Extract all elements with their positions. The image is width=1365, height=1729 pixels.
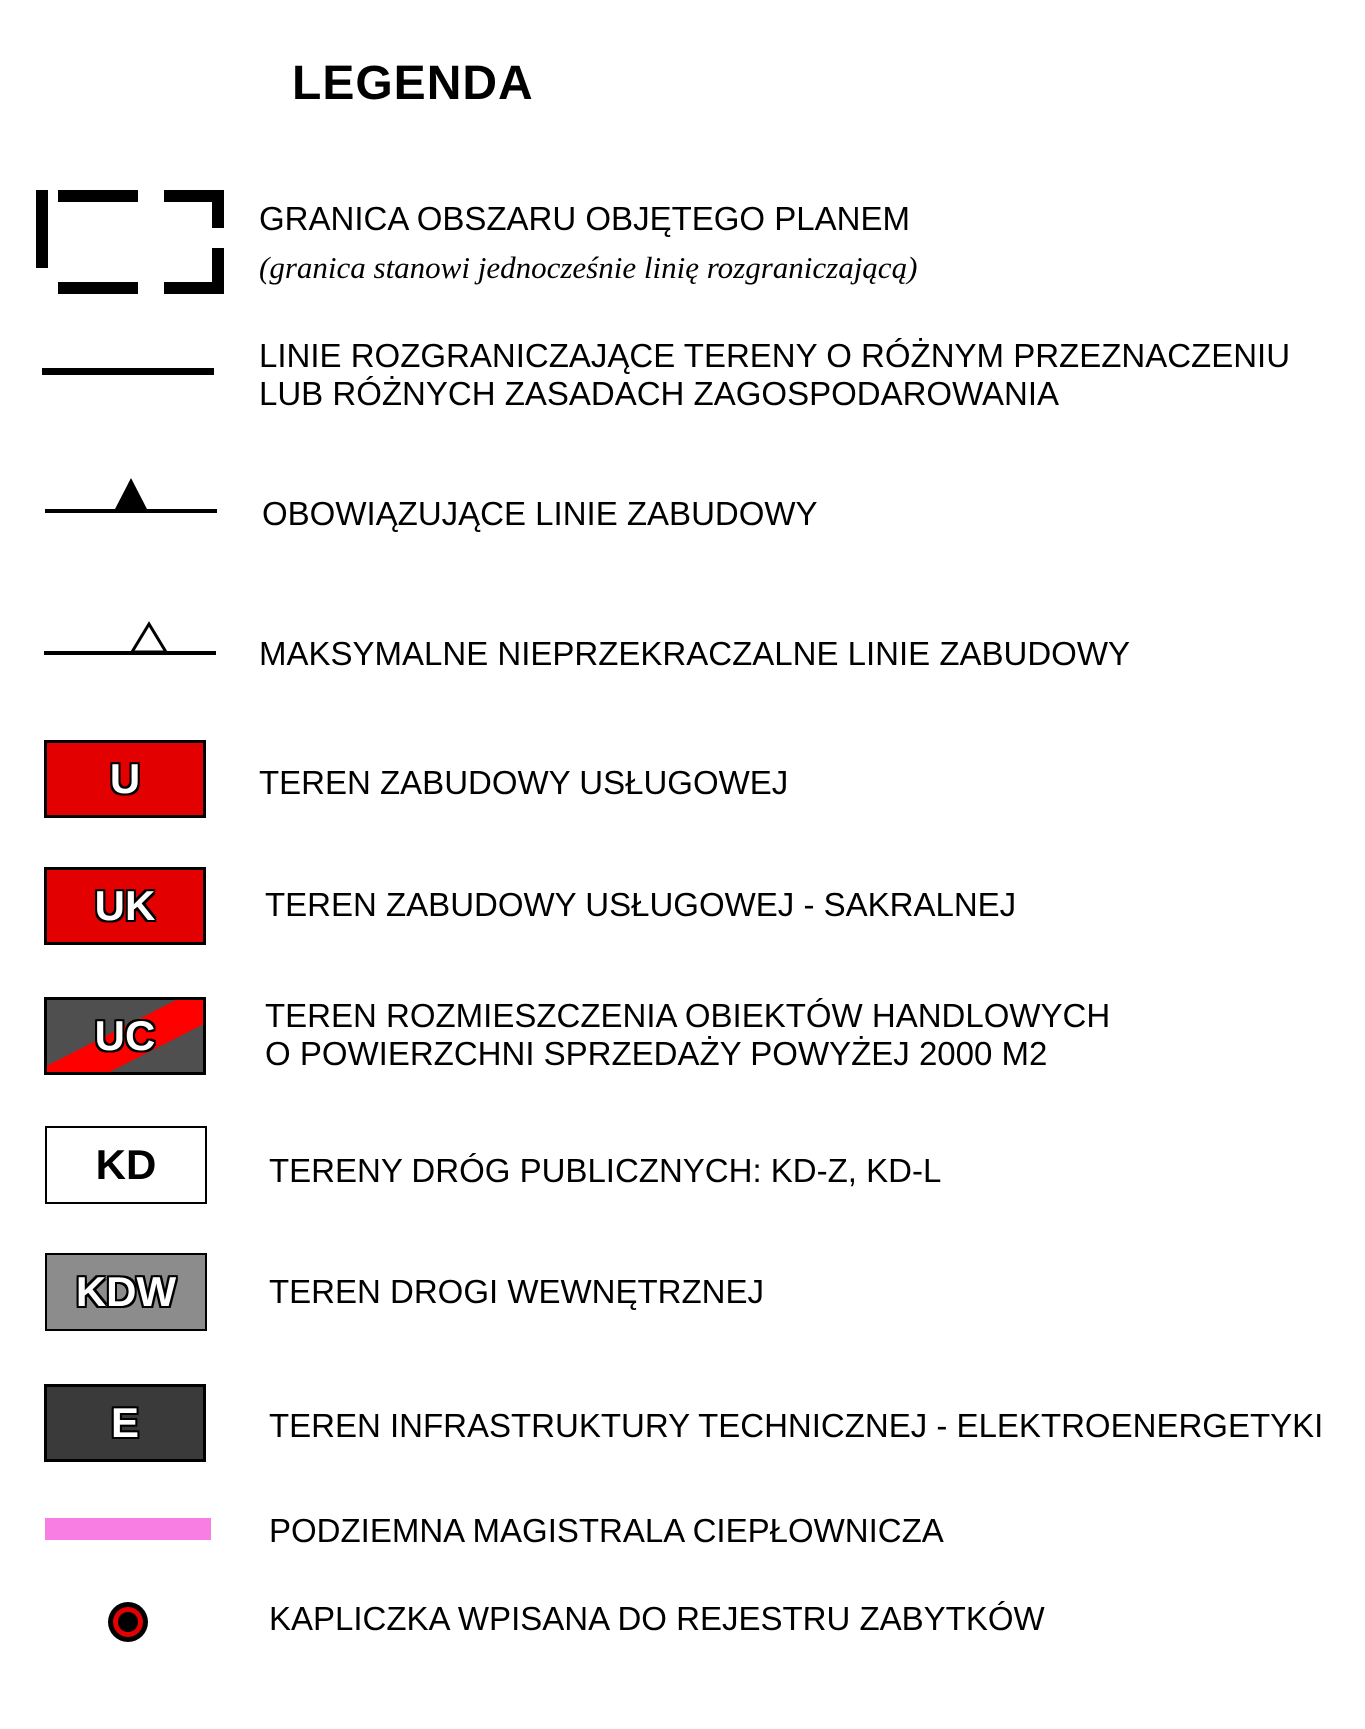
filled-triangle-line-icon [45, 478, 217, 516]
open-triangle-line-icon [44, 620, 216, 658]
max-building-lines-label [259, 635, 1130, 673]
internal-road-text: TEREN DROGI WEWNĘTRZNEJ [269, 1273, 764, 1310]
public-roads-label [269, 1152, 941, 1190]
service-area-label [259, 764, 788, 802]
dividing-lines-label [259, 337, 1290, 413]
chapel-label [269, 1600, 1045, 1638]
service-area-text: TEREN ZABUDOWY USŁUGOWEJ [259, 764, 789, 801]
sacral-service-area-text: TEREN ZABUDOWY USŁUGOWEJ - SAKRALNEJ [265, 886, 1017, 923]
chapel-marker-icon [104, 1598, 152, 1646]
zone-uc-code: UC [94, 1012, 156, 1059]
zone-u-symbol [44, 740, 206, 818]
boundary-text: GRANICA OBSZARU OBJĘTEGO PLANEM [259, 200, 910, 237]
mandatory-building-lines-text: OBOWIĄZUJĄCE LINIE ZABUDOWY [262, 495, 818, 532]
retail-area-text-2: O POWIERZCHNI SPRZEDAŻY POWYŻEJ 2000 M2 [265, 1035, 1048, 1072]
zone-kdw-symbol [45, 1253, 207, 1331]
dividing-lines-text-1: LINIE ROZGRANICZAJĄCE TERENY O RÓŻNYM PRZEZNACZENIU [259, 337, 1291, 374]
zone-e-symbol [44, 1384, 206, 1462]
legend-title: LEGENDA [292, 57, 534, 110]
boundary-note: (granica stanowi jednocześnie linię rozgraniczającą) [259, 250, 918, 285]
solid-line-icon [42, 368, 214, 378]
zone-kd-symbol [45, 1126, 207, 1204]
electro-infrastructure-text: TEREN INFRASTRUKTURY TECHNICZNEJ - ELEKTROENERGETYKI [269, 1407, 1324, 1444]
chapel-text: KAPLICZKA WPISANA DO REJESTRU ZABYTKÓW [269, 1600, 1045, 1637]
max-building-lines-text: MAKSYMALNE NIEPRZEKRACZALNE LINIE ZABUDOWY [259, 635, 1131, 672]
sacral-service-area-label [265, 886, 1016, 924]
dividing-lines-text-2: LUB RÓŻNYCH ZASADACH ZAGOSPODAROWANIA [259, 375, 1060, 412]
retail-area-text-1: TEREN ROZMIESZCZENIA OBIEKTÓW HANDLOWYCH [265, 997, 1111, 1034]
zone-u-code: U [109, 755, 141, 802]
zone-uc-symbol [44, 997, 206, 1075]
zone-kd-code: KD [95, 1141, 157, 1188]
zone-kdw-code: KDW [75, 1268, 177, 1315]
boundary-label [259, 200, 917, 288]
zone-e-code: E [110, 1399, 139, 1446]
zone-uk-symbol [44, 867, 206, 945]
heating-main-label [269, 1512, 944, 1550]
retail-area-label [265, 997, 1110, 1073]
pink-line-icon [45, 1518, 211, 1540]
electro-infrastructure-label [269, 1407, 1323, 1445]
mandatory-building-lines-label [262, 495, 818, 533]
boundary-dashed-rect-icon [36, 190, 226, 295]
zone-uk-code: UK [94, 882, 156, 929]
heating-main-text: PODZIEMNA MAGISTRALA CIEPŁOWNICZA [269, 1512, 944, 1549]
internal-road-label [269, 1273, 764, 1311]
public-roads-text: TERENY DRÓG PUBLICZNYCH: KD-Z, KD-L [269, 1152, 942, 1189]
